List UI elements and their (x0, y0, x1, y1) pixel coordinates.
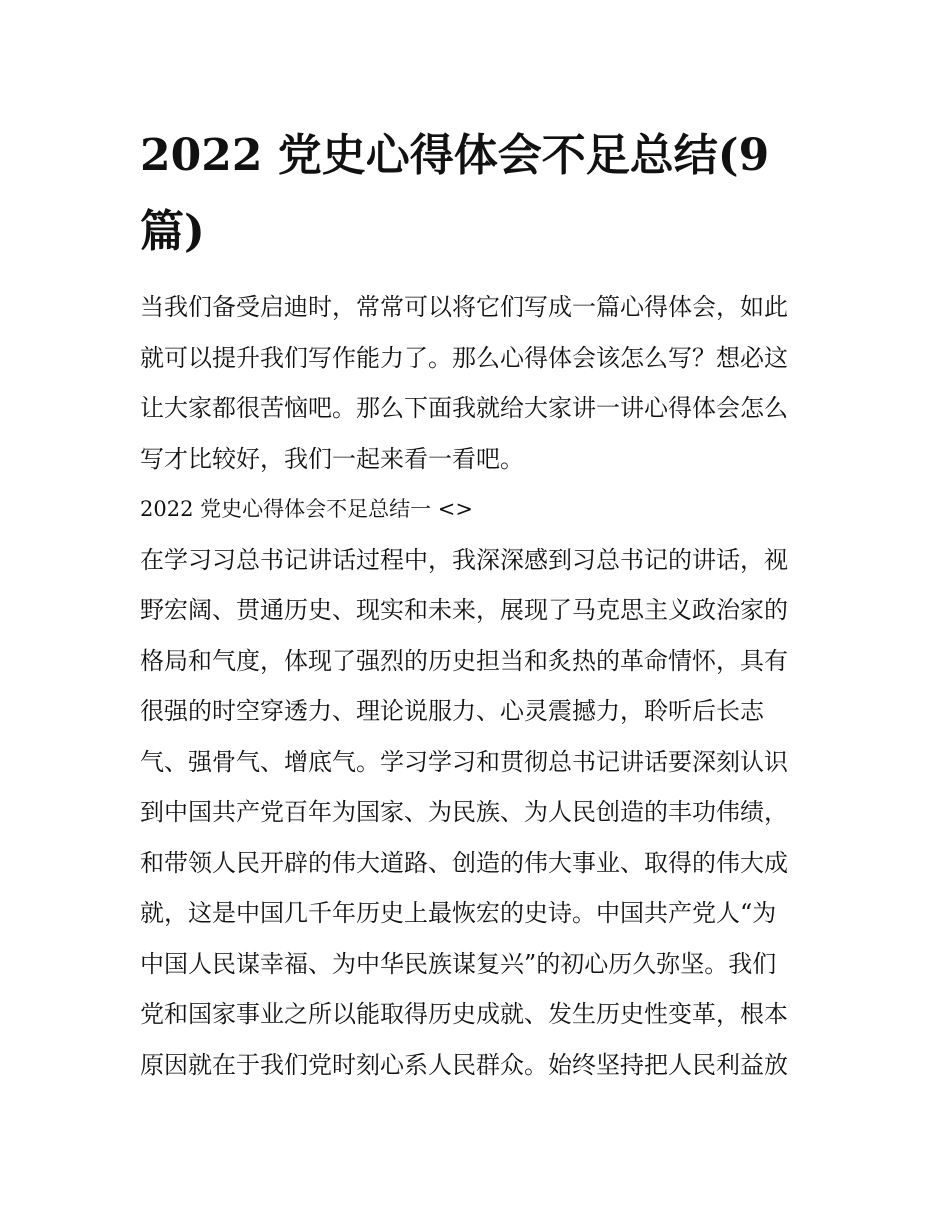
body-line: 当我们备受启迪时，常常可以将它们写成一篇心得体会，如此 (140, 293, 788, 321)
body-line: 气、强骨气、增底气。学习学习和贯彻总书记讲话要深刻认识 (140, 747, 788, 776)
body-line: 写才比较好，我们一起来看一看吧。 (140, 444, 524, 473)
body-line: 和带领人民开辟的伟大道路、创造的伟大事业、取得的伟大成 (140, 848, 788, 877)
body-line: 到中国共产党百年为国家、为民族、为人民创造的丰功伟绩， (140, 798, 788, 826)
body-line: 党和国家事业之所以能取得历史成就、发生历史性变革，根本 (140, 1000, 788, 1028)
body-line: 中国人民谋幸福、为中华民族谋复兴”的初心历久弥坚。我们 (140, 949, 777, 978)
body-line: 格局和气度，体现了强烈的历史担当和炙热的革命情怀，具有 (140, 646, 788, 675)
body-line: 很强的时空穿透力、理论说服力、心灵震撼力，聆听后长志 (140, 697, 764, 725)
body-line: 就，这是中国几千年历史上最恢宏的史诗。中国共产党人“为 (140, 899, 777, 927)
body-line: 就可以提升我们写作能力了。那么心得体会该怎么写？想必这 (140, 343, 788, 372)
title-line: 篇) (140, 206, 205, 257)
document-body (140, 282, 812, 1090)
title-line: 2022 党史心得体会不足总结(9 (140, 130, 770, 181)
body-line: 野宏阔、贯通历史、现实和未来，展现了马克思主义政治家的 (140, 596, 788, 624)
section-heading: 2022 党史心得体会不足总结一 <> (140, 497, 473, 521)
document-page (140, 118, 812, 1090)
body-line: 让大家都很苦恼吧。那么下面我就给大家讲一讲心得体会怎么 (140, 394, 788, 422)
document-title (140, 118, 812, 270)
body-line: 原因就在于我们党时刻心系人民群众。始终坚持把人民利益放 (140, 1050, 788, 1079)
body-line: 在学习习总书记讲话过程中，我深深感到习总书记的讲话，视 (140, 545, 788, 574)
